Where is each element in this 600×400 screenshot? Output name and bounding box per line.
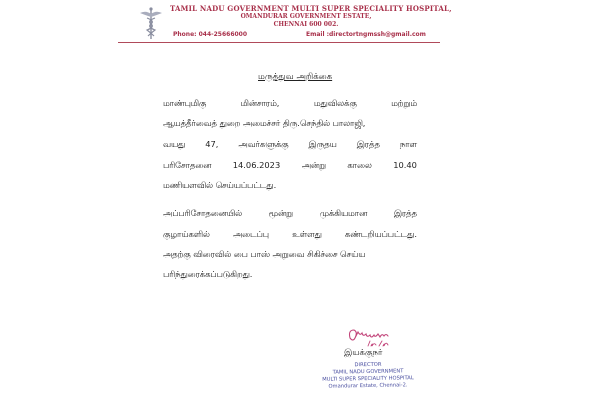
letter-sheet <box>118 0 484 400</box>
word: இரத்த <box>356 139 380 149</box>
word: பரிசோதனை <box>163 160 212 170</box>
word: மணியளவில் செய்யப்பட்டது. <box>163 180 277 190</box>
document-title: மருத்துவ அறிக்கை <box>258 72 333 82</box>
word: வயது <box>163 139 186 149</box>
stamp-line: DIRECTOR <box>354 361 382 369</box>
signatory-designation: இயக்குநர் <box>344 348 383 358</box>
stamp-line: MULTI SUPER SPECIALITY HOSPITAL <box>322 375 414 383</box>
stamp-line: Omandurar Estate, Chennai-2. <box>328 382 408 390</box>
paragraph-2-line <box>163 249 417 261</box>
word: அடைப்பு <box>232 229 269 239</box>
word: 47, <box>205 139 219 149</box>
word: முக்கியமான <box>319 208 368 218</box>
word: பரிந்துரைக்கப்படுகிறது. <box>163 269 253 279</box>
word: மாண்புமிகு <box>163 98 207 108</box>
word: மூன்று <box>268 208 293 218</box>
paragraph-1-line <box>163 98 417 110</box>
word: மற்றும் <box>391 98 417 108</box>
word: 10.40 <box>393 160 417 170</box>
paragraph-2-line <box>163 208 417 220</box>
hospital-email: Email :directortngmssh@gmail.com <box>306 31 426 38</box>
paragraph-1-line <box>163 139 417 151</box>
word: நாள <box>399 139 417 149</box>
word: 14.06.2023 <box>232 160 281 170</box>
word: ஆயத்தீர்வைத் துறை அமைச்சர் திரு.செந்தில் பாலாஜி, <box>163 118 366 128</box>
word: உள்ளது <box>292 229 322 239</box>
hospital-city: CHENNAI 600 002. <box>273 21 339 28</box>
paragraph-1-line <box>163 160 417 172</box>
word: குழாய்களில் <box>163 229 210 239</box>
hospital-address: OMANDURAR GOVERNMENT ESTATE, <box>240 13 372 20</box>
word: அதற்கு விரைவில் பை பாஸ் அறுவை சிகிச்சை செய்ய <box>163 249 366 259</box>
word: மதுவிலக்கு <box>313 98 357 108</box>
paragraph-1-line <box>163 118 417 130</box>
letterhead-divider <box>118 42 440 43</box>
hospital-phone: Phone: 044-25666000 <box>173 31 248 38</box>
paragraph-2-line <box>163 269 417 281</box>
stamp-line: TAMIL NADU GOVERNMENT <box>332 368 404 376</box>
word: அப்பரிசோதனையில் <box>163 208 243 218</box>
word: அன்று <box>301 160 326 170</box>
word: அவர்களுக்கு <box>238 139 289 149</box>
paragraph-1-line <box>163 180 417 192</box>
hospital-name: TAMIL NADU GOVERNMENT MULTI SUPER SPECIALITY HOSPITAL, <box>170 4 452 13</box>
paragraph-2-line <box>163 229 417 241</box>
official-stamp <box>318 362 418 390</box>
word: கண்டறியப்பட்டது. <box>344 229 417 239</box>
caduceus-icon <box>138 6 164 40</box>
word: இரத்த <box>393 208 417 218</box>
word: காலை <box>347 160 372 170</box>
word: இருதய <box>308 139 337 149</box>
word: மின்சாரம், <box>240 98 280 108</box>
